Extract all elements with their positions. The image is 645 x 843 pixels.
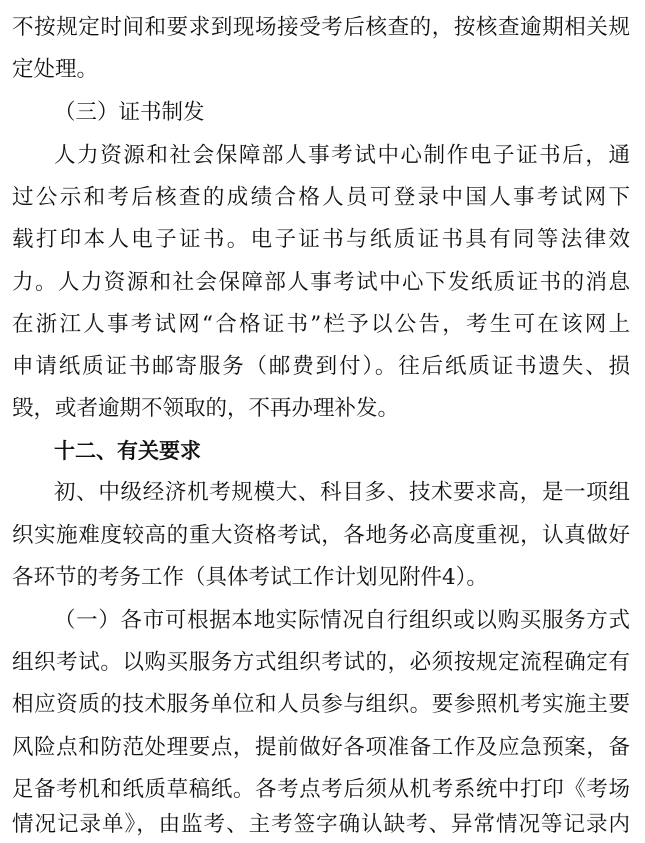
section-heading: （三）证书制发 (54, 100, 205, 125)
text-line: 毁，或者逾期不领取的，不再办理补发。 (12, 396, 400, 421)
text-line: 风险点和防范处理要点，提前做好各项准备工作及应急预案，备 (12, 735, 630, 760)
text-line: 定处理。 (12, 57, 99, 82)
text-line: 相应资质的技术服务单位和人员参与组织。要参照机考实施主要 (12, 692, 630, 717)
chapter-heading: 十二、有关要求 (54, 439, 201, 463)
text-line: 申请纸质证书邮寄服务（邮费到付）。往后纸质证书遗失、损 (12, 354, 630, 379)
text-line: 力。人力资源和社会保障部人事考试中心下发纸质证书的消息 (12, 270, 630, 295)
text-line: 足备考机和纸质草稿纸。各考点考后须从机考系统中打印《考场 (12, 777, 630, 802)
text-line: （一）各市可根据本地实际情况自行组织或以购买服务方式 (54, 608, 630, 633)
text-line: 人力资源和社会保障部人事考试中心制作电子证书后，通 (54, 143, 630, 168)
text-line: 初、中级经济机考规模大、科目多、技术要求高，是一项组 (54, 480, 630, 505)
text-line: 在浙江人事考试网“合格证书”栏予以公告，考生可在该网上 (12, 312, 630, 337)
text-line: 过公示和考后核查的成绩合格人员可登录中国人事考试网下 (12, 185, 630, 210)
text-line: 织实施难度较高的重大资格考试，各地务必高度重视，认真做好 (12, 523, 630, 548)
text-line: 组织考试。以购买服务方式组织考试的，必须按规定流程确定有 (12, 650, 630, 675)
text-line: 载打印本人电子证书。电子证书与纸质证书具有同等法律效 (12, 227, 630, 252)
text-line: 各环节的考务工作（具体考试工作计划见附件4）。 (12, 565, 488, 590)
text-line: 不按规定时间和要求到现场接受考后核查的，按核查逾期相关规 (12, 15, 630, 40)
text-line: 情况记录单》，由监考、主考签字确认缺考、异常情况等记录内 (12, 812, 630, 837)
